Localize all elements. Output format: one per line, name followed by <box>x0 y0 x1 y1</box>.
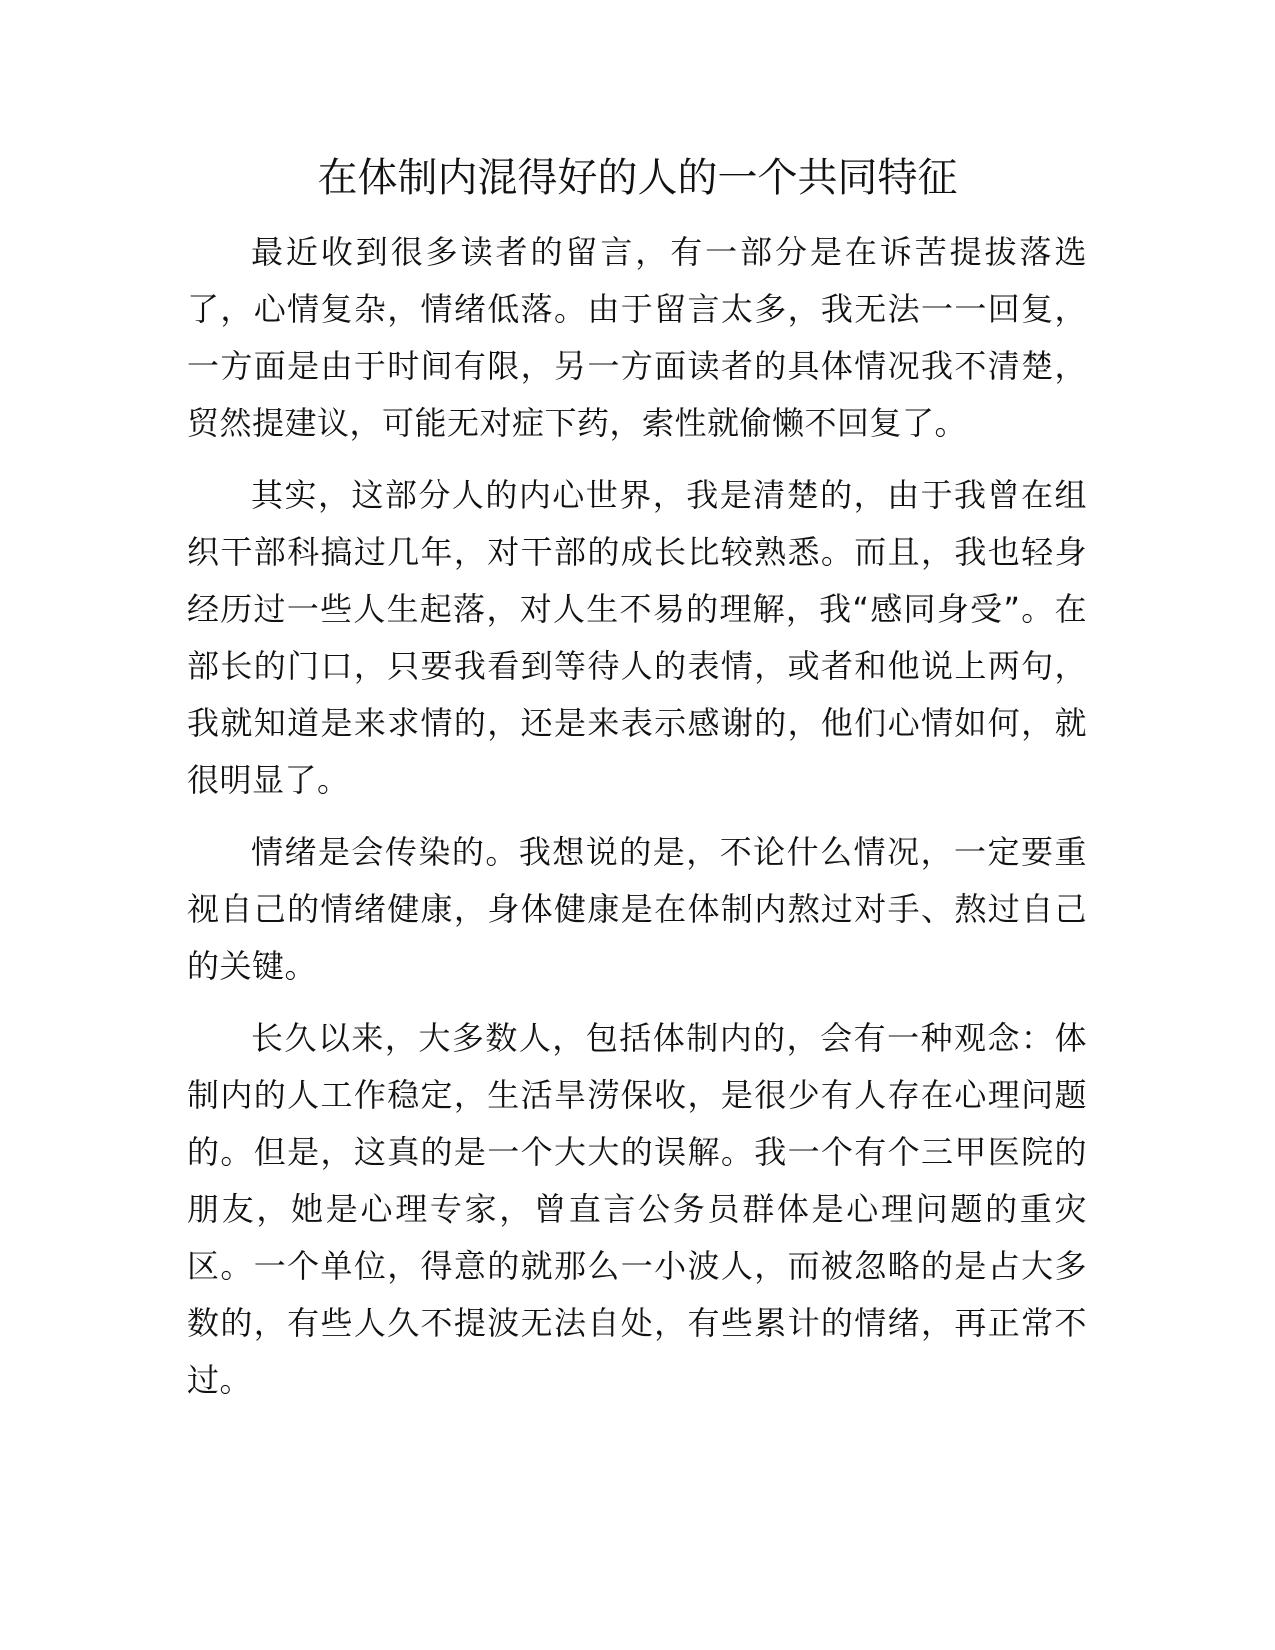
paragraph-4: 长久以来，大多数人，包括体制内的，会有一种观念：体制内的人工作稳定，生活旱涝保收，是很少有人存在心理问题的。但是，这真的是一个大大的误解。我一个有个三甲医院的朋友，她是心理专家，曾直言公务员群体是心理问题的重灾区。一个单位，得意的就那么一小波人，而被忽略的是占大多数的，有些人久不提波无法自处，有些累计的情绪，再正常不过。 <box>187 1019 1087 1399</box>
document-title: 在体制内混得好的人的一个共同特征 <box>317 155 958 201</box>
paragraph-3: 情绪是会传染的。我想说的是，不论什么情况，一定要重视自己的情绪健康，身体健康是在体制内熬过对手、熬过自己的关键。 <box>187 833 1087 985</box>
paragraph-2: 其实，这部分人的内心世界，我是清楚的，由于我曾在组织干部科搞过几年，对干部的成长比较熟悉。而且，我也轻身经历过一些人生起落，对人生不易的理解，我“感同身受”。在部长的门口，只要我看到等待人的表情，或者和他说上两句，我就知道是来求情的，还是来表示感谢的，他们心情如何，就很明显了。 <box>187 476 1087 799</box>
paragraph-1: 最近收到很多读者的留言，有一部分是在诉苦提拔落选了，心情复杂，情绪低落。由于留言太多，我无法一一回复，一方面是由于时间有限，另一方面读者的具体情况我不清楚，贸然提建议，可能无对症下药，索性就偷懒不回复了。 <box>187 233 1087 442</box>
document-body <box>187 224 1087 1424</box>
